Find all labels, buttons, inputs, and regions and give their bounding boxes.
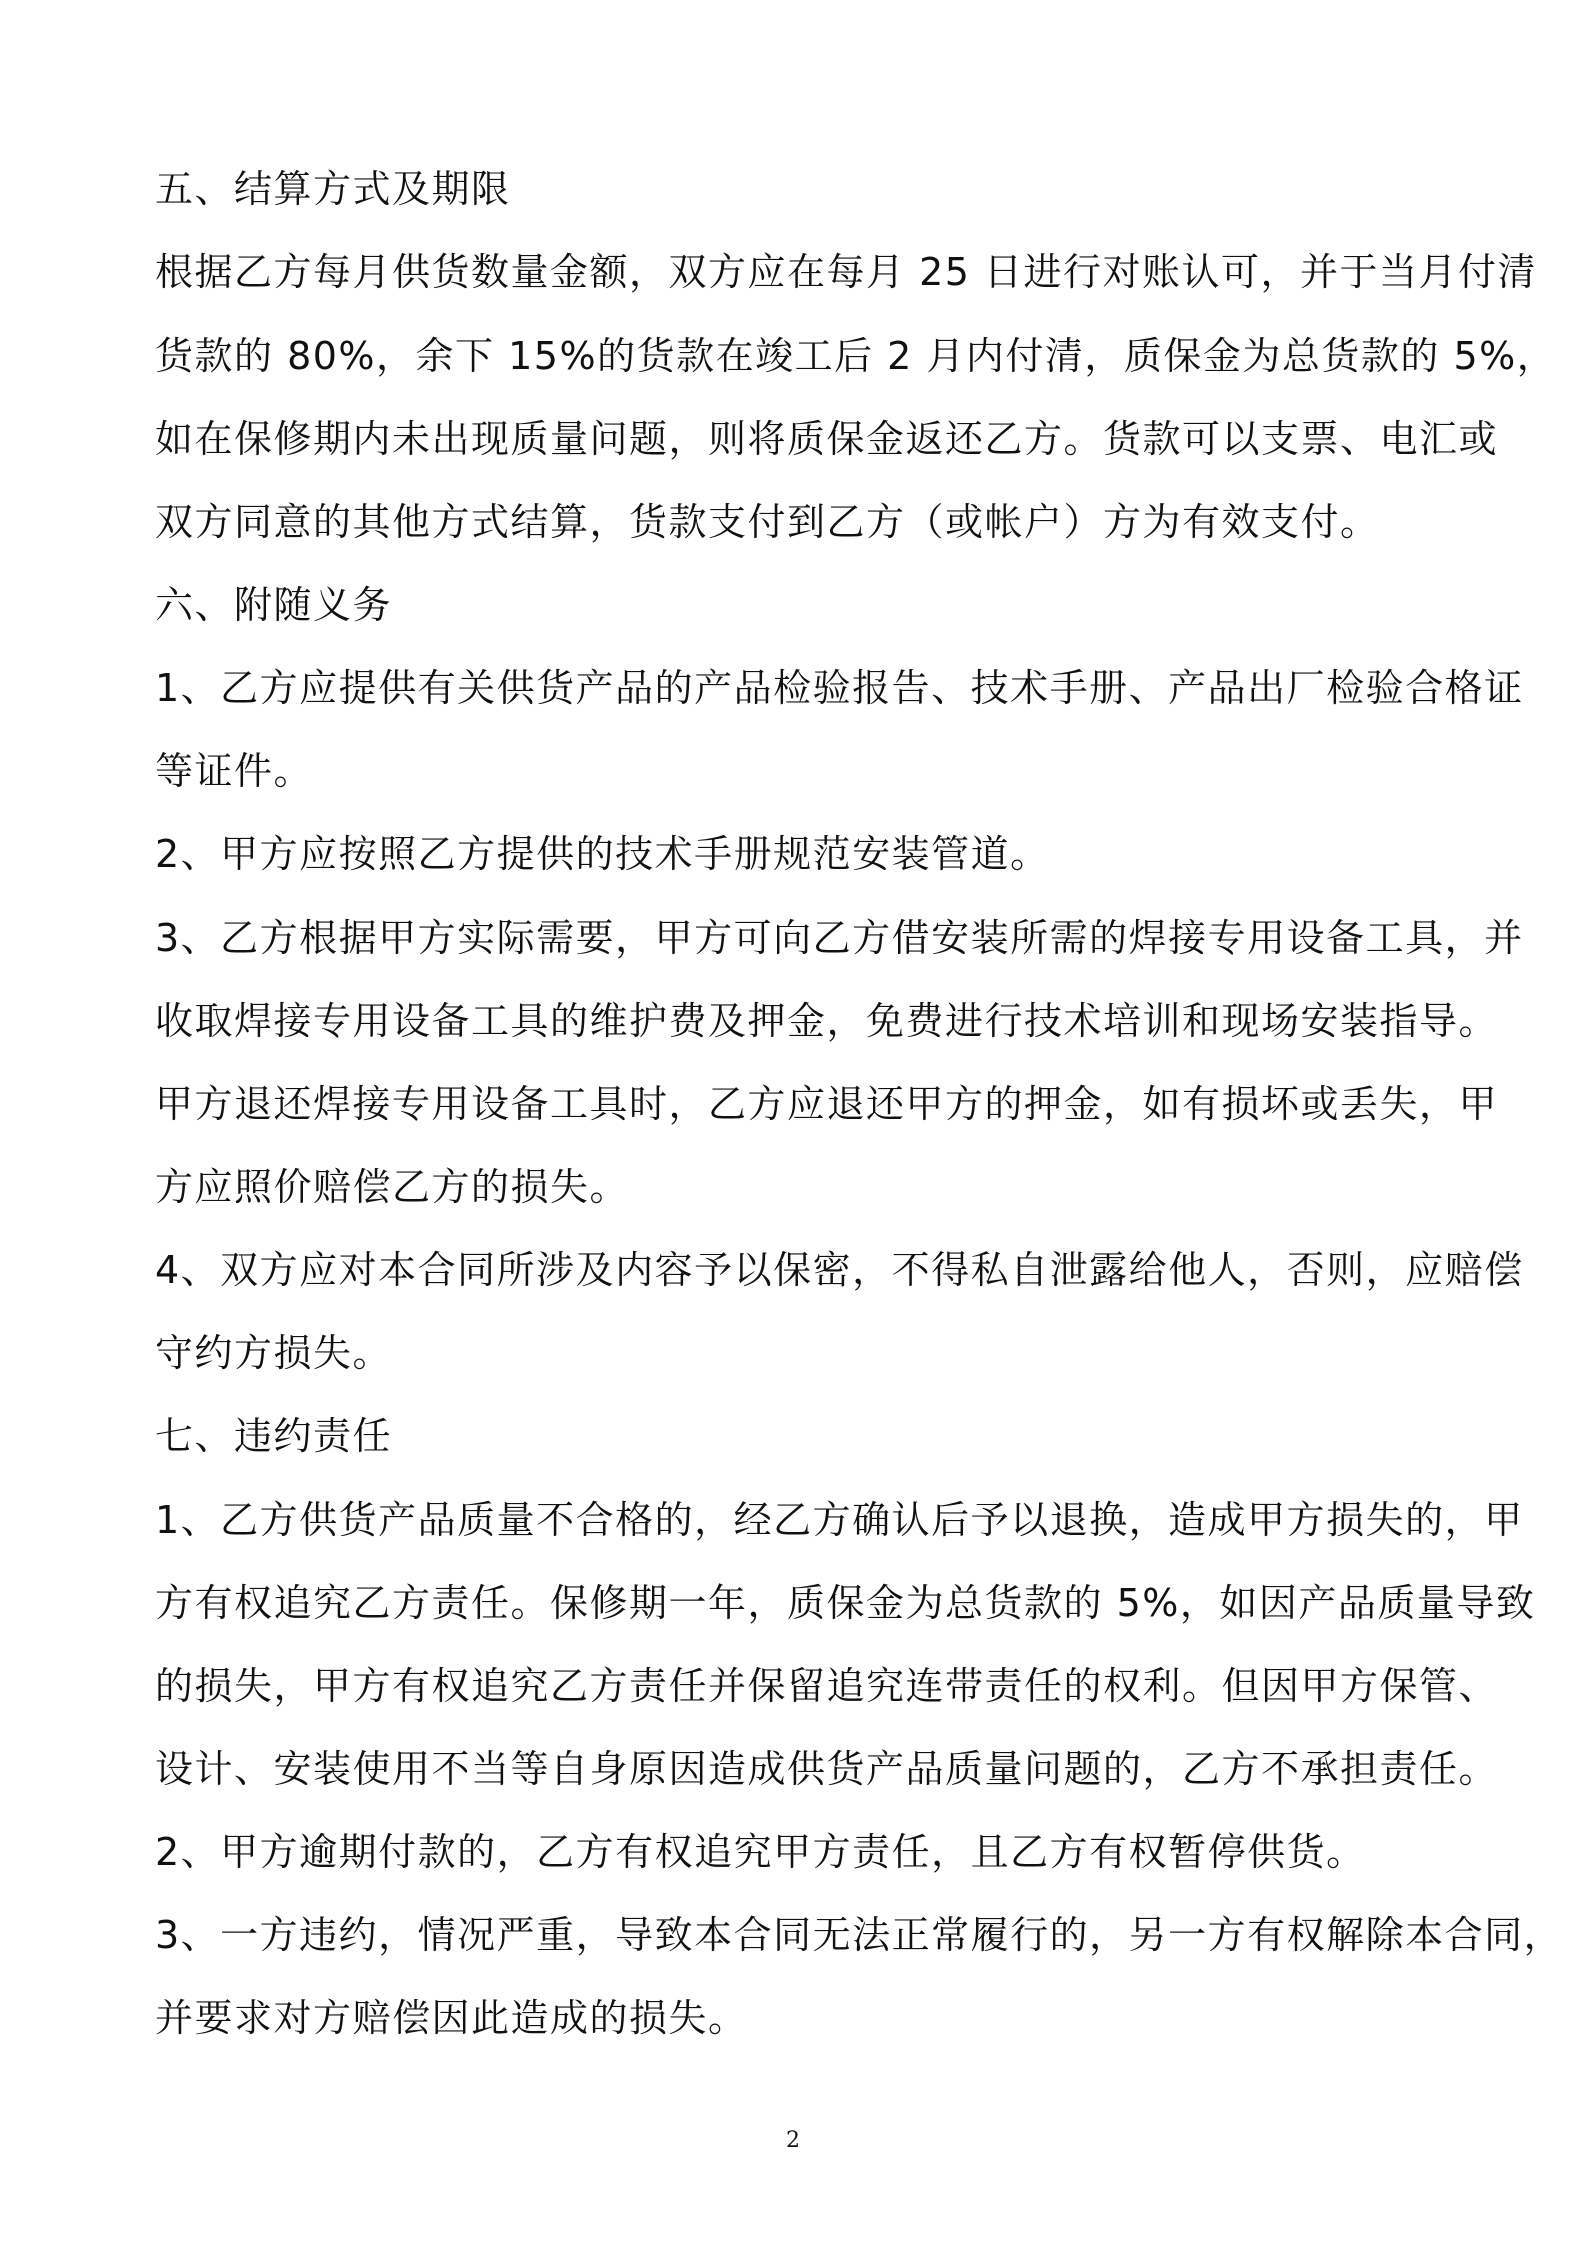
- text-line: 的损失，甲方有权追究乙方责任并保留追究连带责任的权利。但因甲方保管、: [155, 1664, 1499, 1708]
- text-line: 方应照价赔偿乙方的损失。: [155, 1165, 630, 1209]
- text-line: 双方同意的其他方式结算，货款支付到乙方（或帐户）方为有效支付。: [155, 500, 1380, 544]
- text-line: 设计、安装使用不当等自身原因造成供货产品质量问题的，乙方不承担责任。: [155, 1747, 1499, 1791]
- text-line: 3、一方违约，情况严重，导致本合同无法正常履行的，另一方有权解除本合同，: [155, 1913, 1564, 1957]
- text-line: 3、乙方根据甲方实际需要，甲方可向乙方借安装所需的焊接专用设备工具，并: [155, 916, 1524, 960]
- text-line: 2、甲方应按照乙方提供的技术手册规范安装管道。: [155, 832, 1050, 876]
- text-line: 方有权追究乙方责任。保修期一年，质保金为总货款的 5%，如因产品质量导致: [155, 1581, 1536, 1625]
- text-line: 货款的 80%，余下 15%的货款在竣工后 2 月内付清，质保金为总货款的 5%，: [155, 334, 1557, 378]
- section-heading-obligations: 六、附随义务: [155, 583, 393, 627]
- text-line: 收取焊接专用设备工具的维护费及押金，免费进行技术培训和现场安装指导。: [155, 999, 1499, 1043]
- text-line: 根据乙方每月供货数量金额，双方应在每月 25 日进行对账认可，并于当月付清: [155, 250, 1538, 294]
- text-line: 4、双方应对本合同所涉及内容予以保密，不得私自泄露给他人，否则，应赔偿: [155, 1248, 1524, 1292]
- text-line: 守约方损失。: [155, 1331, 393, 1375]
- text-line: 并要求对方赔偿因此造成的损失。: [155, 1996, 748, 2040]
- page-number: 2: [786, 2128, 800, 2153]
- section-heading-liability: 七、违约责任: [155, 1414, 393, 1458]
- text-line: 2、甲方逾期付款的，乙方有权追究甲方责任，且乙方有权暂停供货。: [155, 1830, 1366, 1874]
- text-line: 如在保修期内未出现质量问题，则将质保金返还乙方。货款可以支票、电汇或: [155, 417, 1499, 461]
- text-line: 等证件。: [155, 749, 314, 793]
- text-line: 1、乙方供货产品质量不合格的，经乙方确认后予以退换，造成甲方损失的，甲: [155, 1498, 1524, 1542]
- text-line: 甲方退还焊接专用设备工具时，乙方应退还甲方的押金，如有损坏或丢失，甲: [155, 1082, 1499, 1126]
- section-heading-settlement: 五、结算方式及期限: [155, 167, 511, 211]
- text-line: 1、乙方应提供有关供货产品的产品检验报告、技术手册、产品出厂检验合格证: [155, 666, 1524, 710]
